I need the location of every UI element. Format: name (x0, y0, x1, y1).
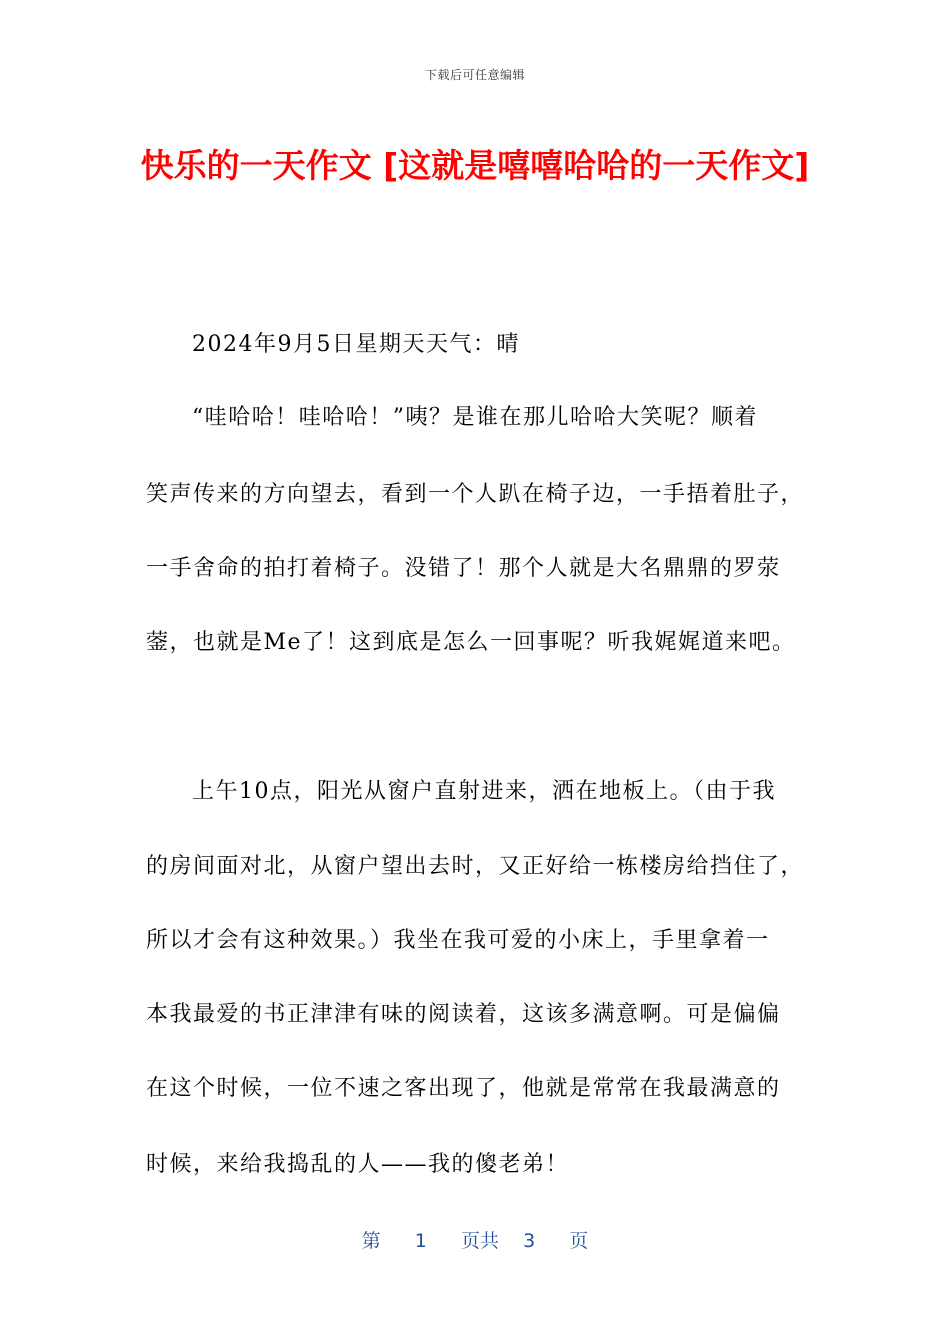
page-label-suffix: 页 (569, 1230, 589, 1252)
date-weather-line: 2024年9月5日星期天天气：晴 (192, 332, 520, 357)
header-note: 下载后可任意编辑 (424, 68, 525, 82)
page-footer (0, 1226, 950, 1253)
paragraph-line: 的房间面对北，从窗户望出去时，又正好给一栋楼房给挡住了， (146, 854, 805, 879)
paragraph-line: 所以才会有这种效果。）我坐在我可爱的小床上，手里拿着一 (146, 928, 770, 953)
paragraph-line: 蓥，也就是Me了！这到底是怎么一回事呢？听我娓娓道来吧。 (146, 630, 796, 655)
paragraph-line: 在这个时候，一位不速之客出现了，他就是常常在我最满意的 (146, 1076, 781, 1101)
page-label-prefix: 第 (361, 1230, 381, 1252)
page-label-mid: 页共 (460, 1230, 499, 1252)
total-pages-number: 3 (523, 1230, 536, 1252)
current-page-number: 1 (414, 1230, 427, 1252)
paragraph-line: 时候，来给我捣乱的人——我的傻老弟！ (146, 1152, 570, 1177)
paragraph-line: 一手舍命的拍打着椅子。没错了！那个人就是大名鼎鼎的罗荥 (146, 556, 781, 581)
paragraph-line: 上午10点，阳光从窗户直射进来，洒在地板上。（由于我 (192, 779, 776, 804)
paragraph-line: 笑声传来的方向望去，看到一个人趴在椅子边，一手捂着肚子， (146, 482, 805, 507)
document-title: 快乐的一天作文 [这就是嘻嘻哈哈的一天作文] (140, 146, 810, 185)
paragraph-line: “哇哈哈！哇哈哈！”咦？是谁在那儿哈哈大笑呢？顺着 (192, 405, 758, 430)
paragraph-line: 本我最爱的书正津津有味的阅读着，这该多满意啊。可是偏偏 (146, 1002, 781, 1027)
